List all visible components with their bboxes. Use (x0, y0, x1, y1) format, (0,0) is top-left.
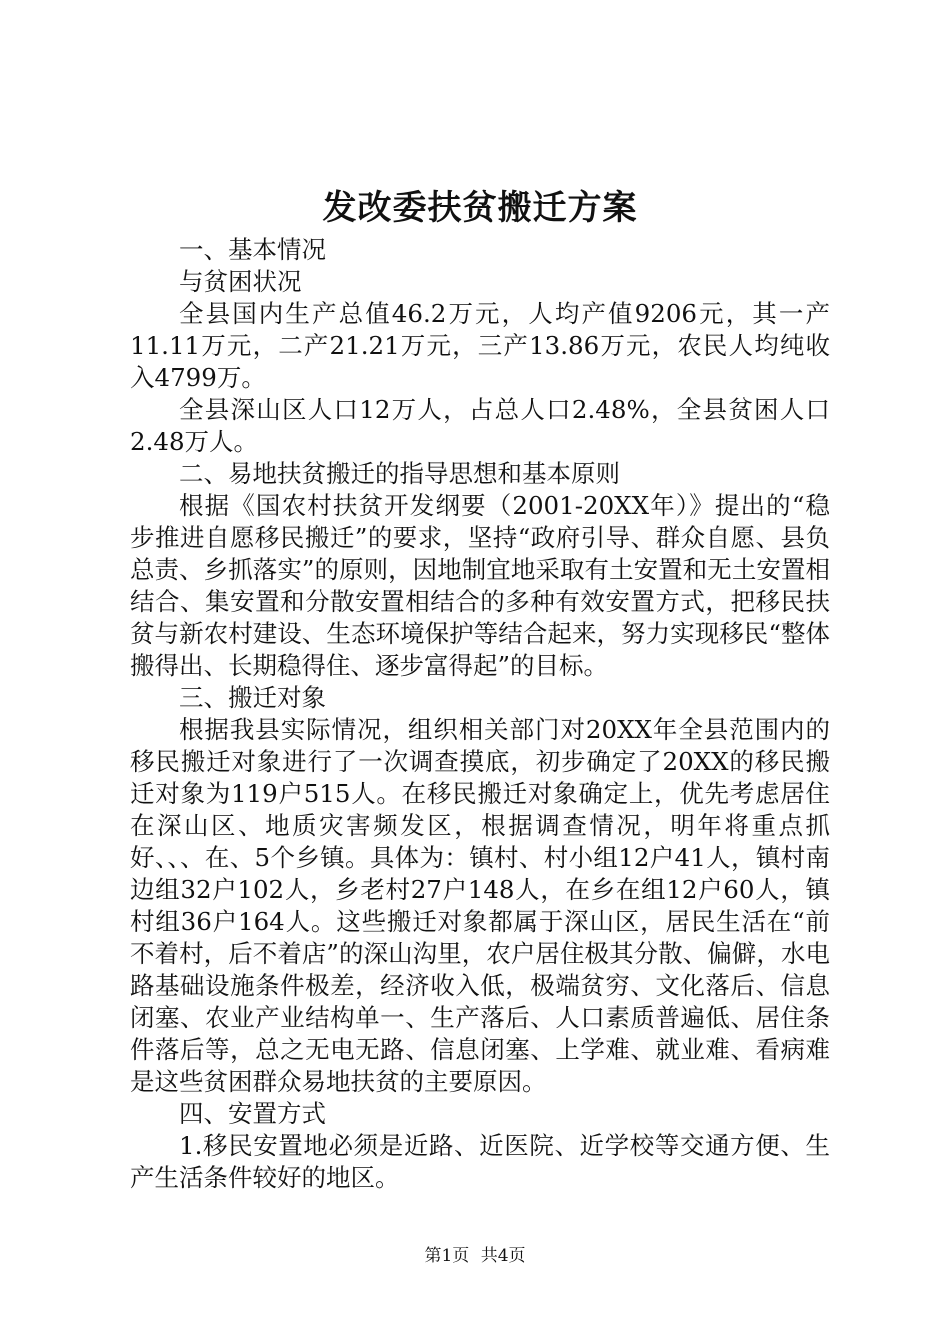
section-heading-principles: 二、易地扶贫搬迁的指导思想和基本原则 (179, 459, 620, 488)
section-heading-targets: 三、搬迁对象 (179, 683, 326, 712)
page-footer (0, 1245, 950, 1267)
section-heading-basic-situation: 一、基本情况 (179, 235, 326, 264)
section-heading-resettlement: 四、安置方式 (179, 1099, 326, 1128)
paragraph-population: 全县深山区人口12万人，占总人口2.48%，全县贫困人口2.48万人。 (130, 395, 830, 456)
page-number: 第1页 (424, 1246, 470, 1266)
paragraph-gdp: 全县国内生产总值46.2万元，人均产值9206元，其一产11.11万元，二产21.21万元，三产13.86万元，农民人均纯收入4799万。 (130, 299, 830, 392)
page-total: 共4页 (480, 1246, 526, 1266)
document-title: 发改委扶贫搬迁方案 (322, 188, 638, 228)
paragraph-principles: 根据《国农村扶贫开发纲要（2001-20XX年）》提出的“稳步推进自愿移民搬迁”的要求，坚持“政府引导、群众自愿、县负总责、乡抓落实”的原则，因地制宜地采取有土安置和无土安置相结合、集安置和分散安置相结合的多种有效安置方式，把移民扶贫与新农村建设、生态环境保护等结合起来，努力实现移民“整体搬得出、长期稳得住、逐步富得起”的目标。 (130, 491, 830, 680)
paragraph-resettlement-1: 1.移民安置地必须是近路、近医院、近学校等交通方便、生产生活条件较好的地区。 (130, 1131, 830, 1192)
subheading-poverty-status: 与贫困状况 (179, 267, 302, 296)
paragraph-targets: 根据我县实际情况，组织相关部门对20XX年全县范围内的移民搬迁对象进行了一次调查摸底，初步确定了20XX的移民搬迁对象为119户515人。在移民搬迁对象确定上，优先考虑居住在深山区、地质灾害频发区，根据调查情况，明年将重点抓好、、、在、5个乡镇。具体为：镇村、村小组12户41人，镇村南边组32户102人，乡老村27户148人，在乡在组12户60人，镇村组36户164人。这些搬迁对象都属于深山区，居民生活在“前不着村，后不着店”的深山沟里，农户居住极其分散、偏僻，水电路基础设施条件极差，经济收入低，极端贫穷、文化落后、信息闭塞、农业产业结构单一、生产落后、人口素质普遍低、居住条件落后等，总之无电无路、信息闭塞、上学难、就业难、看病难是这些贫困群众易地扶贫的主要原因。 (130, 715, 830, 1096)
document-body (130, 234, 830, 1194)
